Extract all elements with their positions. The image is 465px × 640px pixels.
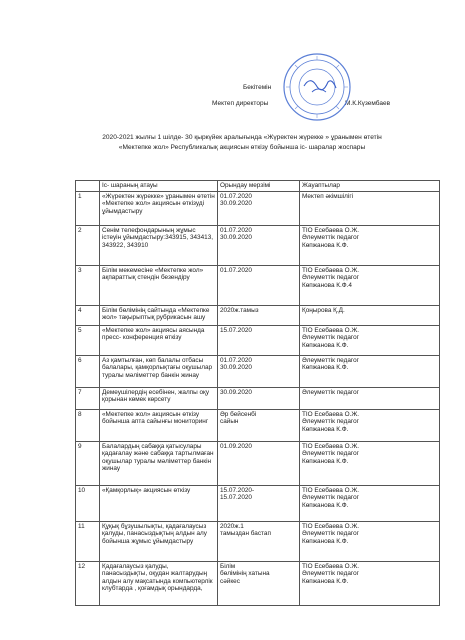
date-line: 01.09.2020 <box>220 442 252 450</box>
table-row <box>76 409 440 441</box>
resp-line: Көпжанова К.Ф. <box>302 425 349 433</box>
resp-line: ТІО Есебаева О.Ж. <box>302 562 359 570</box>
resp-line: Көпжанова К.Ф. <box>302 241 349 249</box>
resp-line: Әлеуметтік педагог <box>302 356 359 364</box>
header-activity: Іс- шараның атауы <box>100 181 218 192</box>
date-line: 01.07.2020 <box>220 266 252 274</box>
document-title <box>52 133 432 153</box>
row-responsible <box>300 441 440 485</box>
resp-line: ТІО Есебаева О.Ж. <box>302 226 359 234</box>
date-line: 30.09.2020 <box>220 234 252 242</box>
date-line: 2020ж.1 <box>220 522 244 530</box>
resp-line: Көпжанова К.Ф. <box>302 364 349 372</box>
approval-approved: Бекітемін <box>243 84 272 91</box>
row-date <box>218 191 300 225</box>
table-row <box>76 191 440 225</box>
row-responsible <box>300 225 440 265</box>
row-activity: «Қамқорлық» акциясын өткізу <box>100 485 218 521</box>
date-line: 15.07.2020 <box>220 326 252 334</box>
resp-line: Көпжанова К.Ф. <box>302 341 349 349</box>
resp-line: Әлеуметтік педагог <box>302 530 359 538</box>
row-date <box>218 441 300 485</box>
date-line: 30.09.2020 <box>220 388 252 396</box>
row-number: 10 <box>76 485 100 521</box>
resp-line: Әлеуметтік педагог <box>302 418 359 426</box>
row-activity: Аз қамтылған, көп балалы отбасы балалары, қамқорлықтағы оқушылар туралы мәліметтер банкін жинау <box>100 355 218 387</box>
table-row <box>76 561 440 605</box>
resp-line: ТІО Есебаева О.Ж. <box>302 410 359 418</box>
resp-line: ТІО Есебаева О.Ж. <box>302 522 359 530</box>
row-responsible <box>300 265 440 305</box>
row-activity: «Мектепке жол» акциясын өткізу бойынша апта сайынғы мониторинг <box>100 409 218 441</box>
row-date <box>218 521 300 561</box>
resp-line: ТІО Есебаева О.Ж. <box>302 326 359 334</box>
row-date <box>218 561 300 605</box>
row-activity: Білім бөлімінің сайтында «Мектепке жол» тақырыптық рубрикасын ашу <box>100 305 218 325</box>
row-number: 12 <box>76 561 100 605</box>
date-line: сайын <box>220 418 239 426</box>
date-line: 01.07.2020 <box>220 226 252 234</box>
row-date <box>218 485 300 521</box>
date-line: 30.09.2020 <box>220 364 252 372</box>
row-responsible <box>300 191 440 225</box>
resp-line: Көпжанова К.Ф. <box>302 501 349 509</box>
date-line: 15.07.2020 <box>220 494 252 502</box>
table-row <box>76 485 440 521</box>
row-activity: Демеушілердің есебінен, жалпы оқу қорынан көмек көрсету <box>100 387 218 409</box>
resp-line: Әлеуметтік педагог <box>302 334 359 342</box>
row-activity: «Мектепке жол» акциясы аясында пресс- конференция өткізу <box>100 325 218 355</box>
resp-line: ТІО Есебаева О.Ж. <box>302 486 359 494</box>
date-line: 01.07.2020 <box>220 356 252 364</box>
table-row <box>76 355 440 387</box>
school-stamp <box>282 52 352 122</box>
table-row <box>76 305 440 325</box>
resp-line: Көпжанова К.Ф. <box>302 577 349 585</box>
row-responsible <box>300 305 440 325</box>
resp-line: Көпжанова К.Ф. <box>302 457 349 465</box>
date-line: 2020ж.тамыз <box>220 306 259 314</box>
table-row <box>76 521 440 561</box>
header-date: Орындау мерзімі <box>218 181 300 192</box>
row-date <box>218 305 300 325</box>
row-activity: Қадағалаусыз қалуды, панасыздықты, оқудан жалтарудың алдын алу мақсатында компьютерлік клубтарда , қоғамдық орындарда, <box>100 561 218 605</box>
row-date <box>218 387 300 409</box>
row-number: 8 <box>76 409 100 441</box>
row-number: 2 <box>76 225 100 265</box>
row-responsible <box>300 521 440 561</box>
resp-line: Мектеп әкімшілігі <box>302 192 354 200</box>
row-responsible <box>300 485 440 521</box>
title-line-1: 2020-2021 жылғы 1 шілде- 30 қыркүйек аралығында «Жүректен жүрекке » ұранымен өтетін <box>102 134 382 141</box>
resp-line: Әлеуметтік педагог <box>302 388 359 396</box>
row-number: 9 <box>76 441 100 485</box>
resp-line: Әлеуметтік педагог <box>302 450 359 458</box>
resp-line: Қоңырова Қ.Д. <box>302 306 345 314</box>
date-line: 30.09.2020 <box>220 200 252 208</box>
date-line: бөлімінің хатына <box>220 570 270 578</box>
table-row <box>76 265 440 305</box>
row-date <box>218 325 300 355</box>
row-responsible <box>300 355 440 387</box>
row-activity: «Жүректен жүрекке» ұранымен өтетін «Мектепке жол» акциясын өткізуді ұйымдастыру <box>100 191 218 225</box>
header-responsible: Жауаптылар <box>300 181 440 192</box>
plan-table <box>75 180 440 606</box>
row-responsible <box>300 409 440 441</box>
resp-line: Көпжанова К.Ф. <box>302 537 349 545</box>
date-line: 01.07.2020 <box>220 192 252 200</box>
resp-line: Әлеуметтік педагог <box>302 494 359 502</box>
resp-line: Көпжанова К.Ф.4 <box>302 281 352 289</box>
row-responsible <box>300 561 440 605</box>
row-number: 1 <box>76 191 100 225</box>
approval-director: Мектеп директоры <box>212 100 269 107</box>
row-number: 4 <box>76 305 100 325</box>
row-activity: Құқық бұзушылықты, қадағалаусыз қалуды, панасыздықтың алдын алу бойынша жұмыс ұйымдастыру <box>100 521 218 561</box>
resp-line: Әлеуметтік педагог <box>302 274 359 282</box>
row-number: 6 <box>76 355 100 387</box>
row-activity: Сенім телефондарының жұмыс істеуін ұйымдастыру:343915, 343413, 343922, 343910 <box>100 225 218 265</box>
date-line: Әр бейсенбі <box>220 410 257 418</box>
row-number: 7 <box>76 387 100 409</box>
table-row <box>76 225 440 265</box>
date-line: тамыздан бастап <box>220 530 271 538</box>
title-line-2: «Мектепке жол» Республикалық акциясын өткізу бойынша іс- шаралар жоспары <box>118 144 366 151</box>
row-date <box>218 355 300 387</box>
row-date <box>218 409 300 441</box>
date-line: Білім <box>220 562 236 570</box>
row-responsible <box>300 325 440 355</box>
row-activity: Білім мекемесіне «Мектепке жол» ақпараттық стендін безендіру <box>100 265 218 305</box>
resp-line: ТІО Есебаева О.Ж. <box>302 266 359 274</box>
header-number <box>76 181 100 192</box>
row-number: 11 <box>76 521 100 561</box>
row-date <box>218 225 300 265</box>
row-number: 3 <box>76 265 100 305</box>
table-header-row <box>76 181 440 192</box>
resp-line: Әлеуметтік педагог <box>302 570 359 578</box>
table-row <box>76 387 440 409</box>
date-line: сәйкес <box>220 577 240 585</box>
resp-line: ТІО Есебаева О.Ж. <box>302 442 359 450</box>
row-activity: Балалардың сабаққа қатысулары қадағалау және сабаққа тартылмаған оқушылар туралы мәліметтер банкін жинау <box>100 441 218 485</box>
resp-line: Әлеуметтік педагог <box>302 234 359 242</box>
row-responsible <box>300 387 440 409</box>
date-line: 15.07.2020- <box>220 486 255 494</box>
approval-name: М.К.Күзембаев <box>345 100 391 107</box>
table-row <box>76 441 440 485</box>
row-number: 5 <box>76 325 100 355</box>
table-row <box>76 325 440 355</box>
row-date <box>218 265 300 305</box>
